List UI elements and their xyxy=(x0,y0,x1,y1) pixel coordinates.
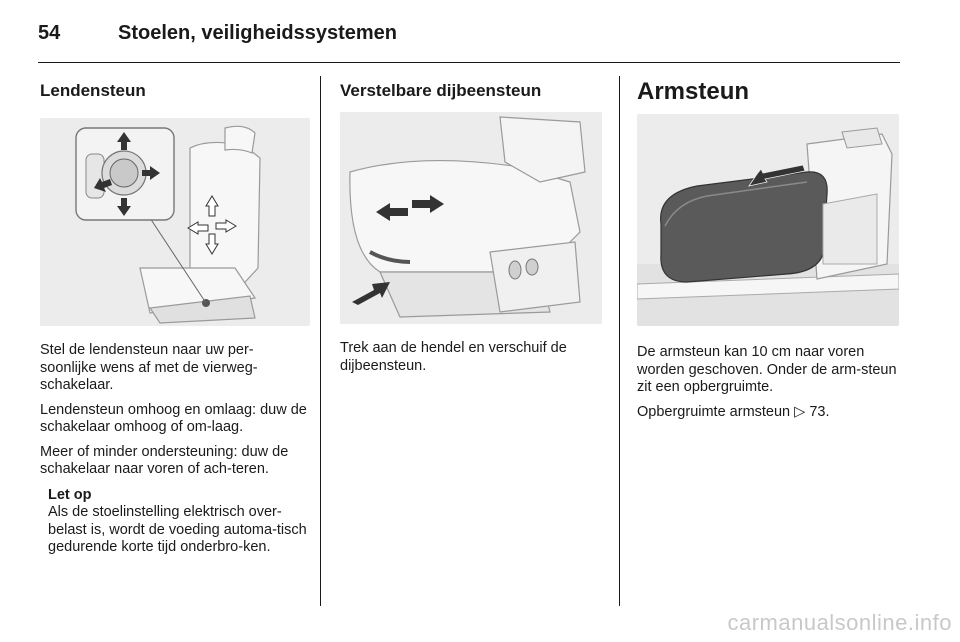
paragraph: Meer of minder ondersteuning: duw de schakelaar naar voren of ach-teren. xyxy=(40,443,289,477)
note-title: Let op xyxy=(48,486,92,503)
section-armrest xyxy=(637,76,899,428)
page-title: Stoelen, veiligheidssystemen xyxy=(118,22,397,44)
paragraph: Stel de lendensteun naar uw per-soonlijke wens af met de vierweg-schakelaar. xyxy=(40,342,258,393)
section-title: Verstelbare dijbeensteun xyxy=(340,81,542,100)
section-title: Lendensteun xyxy=(40,81,146,100)
armrest-illustration xyxy=(637,114,899,326)
cross-reference[interactable]: Opbergruimte armsteun ▷ 73. xyxy=(637,403,830,420)
note-text: Als de stoelinstelling elektrisch over-belast is, wordt de voeding automa-tisch gedurende korte tijd onderbro-ken. xyxy=(48,504,307,555)
watermark: carmanualsonline.info xyxy=(727,610,952,635)
paragraph: Lendensteun omhoog en omlaag: duw de schakelaar omhoog of om-laag. xyxy=(40,401,307,435)
column-divider xyxy=(320,76,321,606)
column-divider xyxy=(619,76,620,606)
paragraph: Trek aan de hendel en verschuif de dijbeensteun. xyxy=(340,340,567,374)
thigh-support-illustration xyxy=(340,112,602,324)
page-header xyxy=(38,20,900,63)
page-number: 54 xyxy=(38,22,61,44)
section-lumbar-support xyxy=(40,76,310,557)
note-box xyxy=(48,487,310,557)
section-title: Armsteun xyxy=(637,78,750,105)
paragraph: De armsteun kan 10 cm naar voren worden geschoven. Onder de arm-steun zit een opbergruimte. xyxy=(637,344,897,395)
lumbar-seat-illustration xyxy=(40,118,310,326)
section-thigh-support xyxy=(340,76,602,382)
